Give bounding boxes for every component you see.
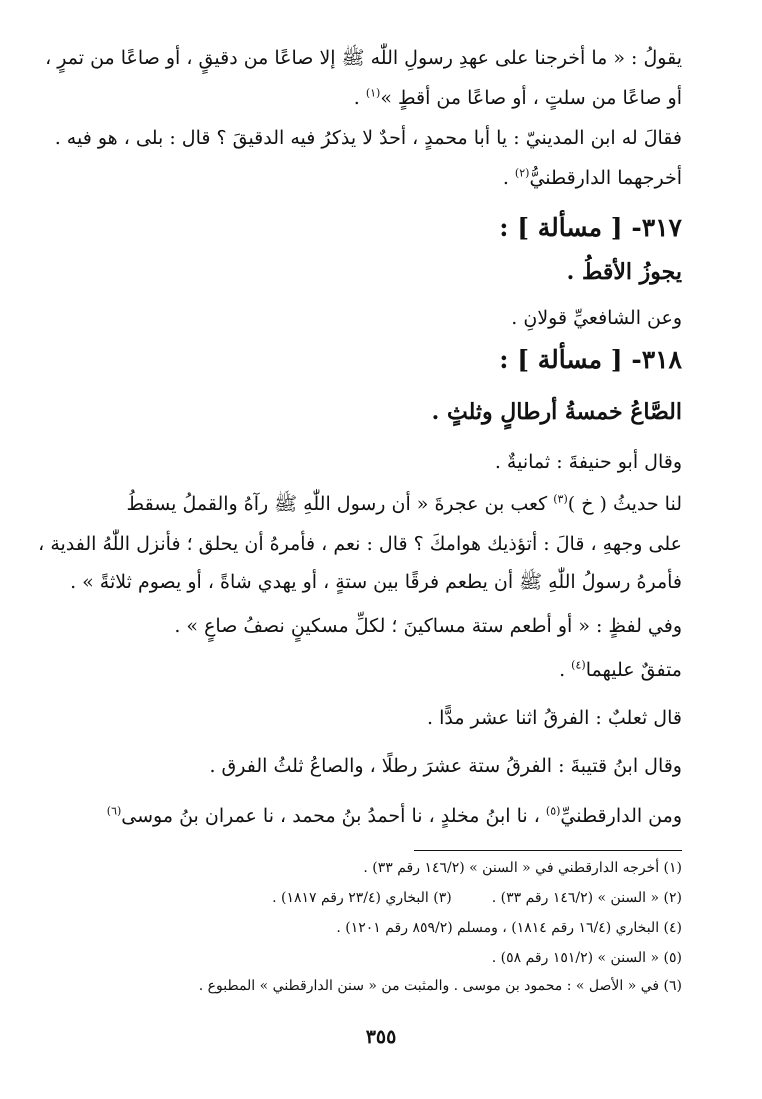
body-line [45, 44, 682, 72]
body-line [80, 656, 682, 684]
footnote-text: (٥) « السنن » (١٥١/٢ رقم ٥٨) . [491, 950, 682, 966]
body-line [80, 752, 682, 780]
heading-text: ٣١٨- [ مسألة ] : [499, 345, 682, 374]
body-line [80, 704, 682, 732]
text: أو صاعًا من سلتٍ ، أو صاعًا من أقطٍ » [380, 87, 682, 109]
footnote [80, 976, 682, 996]
text: أخرجهما الدارقطنيُّ [529, 167, 682, 189]
footnote-row [80, 888, 682, 908]
footnote-text: (٣) البخاري (٢٣/٤ رقم ١٨١٧) . [272, 890, 452, 906]
text: . [353, 87, 360, 109]
section-heading [80, 346, 682, 374]
footnote-ref[interactable]: (١) [365, 86, 381, 100]
section-title [80, 258, 682, 286]
section-heading [80, 214, 682, 242]
title-text: يجوزُ الأقطُ . [566, 259, 682, 285]
body-line [80, 84, 682, 112]
text: وعن الشافعيِّ قولانِ . [511, 307, 682, 329]
footnote [80, 948, 682, 968]
text: يقولُ : « ما أخرجنا على عهدِ رسولِ اللّٰه ﷺ إلا صاعًا من دقيقٍ ، أو صاعًا من تمرٍ ، [45, 47, 682, 69]
body-line [70, 568, 682, 596]
page-number: ٣٥٥ [365, 1026, 397, 1048]
title-text: الصَّاعُ خمسةُ أرطالٍ وثلثٍ . [431, 399, 682, 425]
footnote [80, 858, 682, 878]
body-line [80, 612, 682, 640]
text: فأمرهُ رسولُ اللّٰهِ ﷺ أن يطعم فرقًا بين ستةٍ ، أو يهدي شاةً ، أو يصوم ثلاثةً » . [70, 571, 682, 593]
text: لنا حديثُ ( خ ) [567, 493, 682, 515]
heading-text: ٣١٧- [ مسألة ] : [499, 213, 682, 242]
text: قال ثعلبٌ : الفرقُ اثنا عشر مدًّا . [427, 707, 682, 729]
body-line [80, 448, 682, 476]
text: ، نا ابنُ مخلدٍ ، نا أحمدُ بنُ محمد ، نا عمران بنُ موسى [121, 805, 540, 827]
body-line [80, 802, 682, 830]
footnote-text: (٦) في « الأصل » : محمود بن موسى . والمثبت من « سنن الدارقطني » المطبوع . [198, 978, 682, 994]
footnote-divider [414, 850, 682, 851]
footnote-text: (٢) « السنن » (١٤٦/٢ رقم ٣٣) . [491, 890, 682, 906]
body-line [54, 124, 682, 152]
body-line [80, 490, 682, 518]
text: ومن الدارقطنيِّ [560, 805, 682, 827]
text: على وجههِ ، قالَ : أتؤذيك هوامكَ ؟ قال : نعم ، فأمرهُ أن يحلق ؛ فأنزل اللّٰهُ الفدية ، [38, 533, 682, 555]
text: فقالَ له ابن المدينيّ : يا أبا محمدٍ ، أحدٌ لا يذكرُ فيه الدقيقَ ؟ قال : بلى ، هو فيه . [54, 127, 682, 149]
body-line [38, 530, 682, 558]
footnote-ref[interactable]: (٤) [571, 658, 586, 672]
footnote-ref[interactable]: (٢) [514, 166, 530, 180]
text: . [559, 659, 566, 681]
footnote-text: (٤) البخاري (١٦/٤ رقم ١٨١٤) ، ومسلم (٨٥٩/٢ رقم ١٢٠١) . [336, 920, 682, 936]
footnote [80, 918, 682, 938]
text: وقال ابنُ قتيبةَ : الفرقُ ستة عشرَ رطلًا ، والصاعُ ثلثُ الفرق . [209, 755, 682, 777]
section-title [80, 398, 682, 426]
footnote-ref[interactable]: (٥) [545, 804, 561, 818]
footnote-text: (١) أخرجه الدارقطني في « السنن » (١٤٦/٢ رقم ٣٣) . [363, 860, 682, 876]
body-line [80, 164, 682, 192]
text: . [502, 167, 509, 189]
footnote-ref[interactable]: (٣) [553, 492, 568, 506]
text: وقال أبو حنيفةَ : ثمانيةٌ . [494, 451, 682, 473]
text: متفقٌ عليهما [585, 659, 682, 681]
footnote-ref[interactable]: (٦) [106, 804, 122, 818]
text: كعب بن عجرةَ « أن رسول اللّٰهِ ﷺ رآهُ والقملُ يسقطُ [126, 493, 548, 515]
text: وفي لفظٍ : « أو أطعم ستة مساكينَ ؛ لكلِّ مسكينٍ نصفُ صاعٍ » . [174, 615, 682, 637]
body-line [80, 304, 682, 332]
